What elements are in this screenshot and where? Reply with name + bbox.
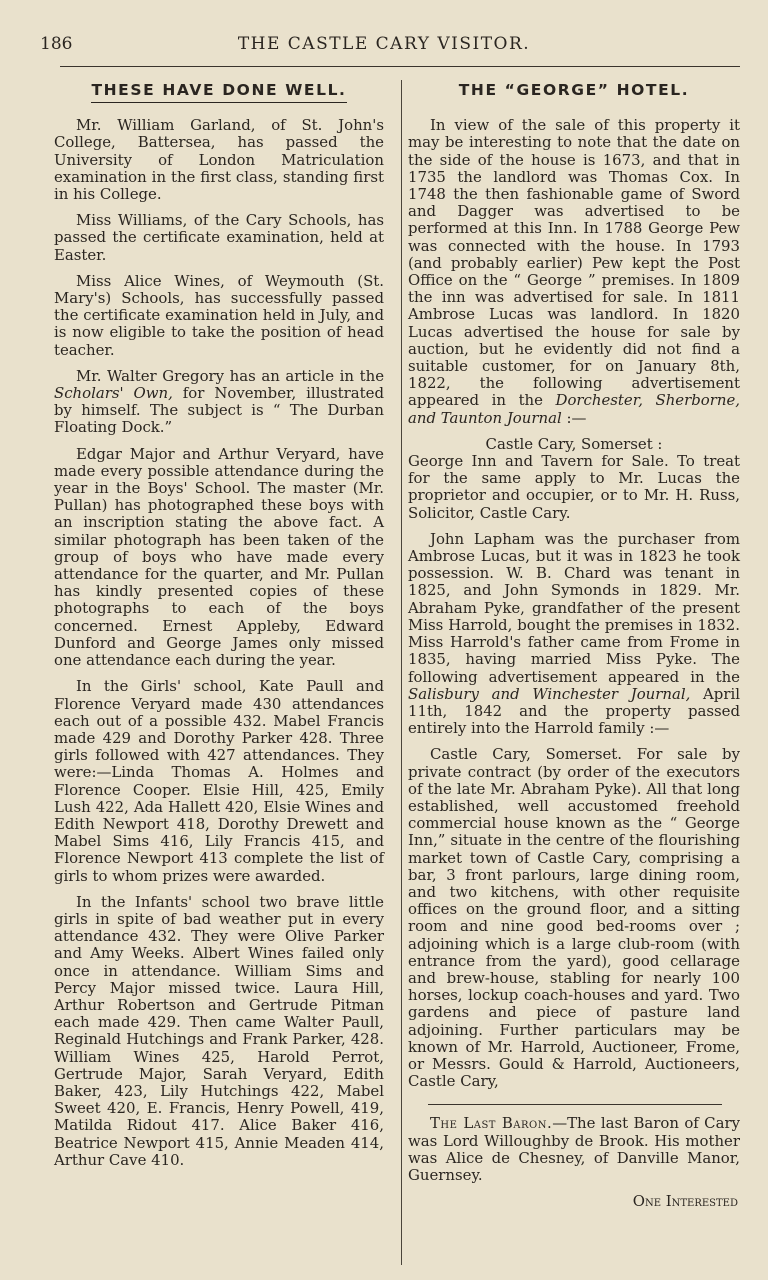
journal-title-2: Salisbury and Winchester Journal, [408,684,691,703]
history-text-a: In view of the sale of this property it may be interesting to note that the date on the side of the house is 1673, and that in 1735 the landlord was Thomas Cox. In 1748 the then fashionable game of Sword and Dagger was advertised to be performed at this Inn. In 1788 George Pew was connected with the house. In 1793 (and probably earlier) Pew kept the Post Office on the “ George ” premises. In 1809 the inn was advertised for sale. In 1811 Ambrose Lucas was landlord. In 1820 Lucas advertised the house for sale by auction, but he evidently did not find a suitable customer, for on January 8th, 1822, the following advertisement appeared in the [408,116,740,410]
signature: One Interested [632,1192,738,1211]
paragraph-garland: Mr. William Garland, of St. John's College, Battersea, has passed the University of London Matriculation examination in the first class, standing first in his College. [54,116,384,204]
section-rule [428,1104,722,1105]
publication-title: Scholars' Own, [54,384,173,403]
header-rule [60,66,740,67]
paragraph-infants-school: In the Infants' school two brave little girls in spite of bad weather put in every attendance 432. They were Olive Parker and Amy Weeks. Albert Wines failed only once in attendance. William Sims and Percy Major missed twice. Laura Hill, Arthur Robertson and Gertrude Pitman each made 429. Then came Walter Paull, Reginald Hutchings and Frank Parker, 428. William Wines 425, Harold Perrot, Gertrude Major, Sarah Veryard, Edith Baker, 423, Lily Hutchings 422, Mabel Sweet 420, E. Francis, Henry Powell, 419, Matilda Ridout 417. Alice Baker 416, Beatrice Newport 415, Annie Meaden 414, Arthur Cave 410. [54,892,384,1169]
left-column [54,78,384,1178]
page-number: 186 [40,34,73,54]
owners-text-b: April 11th, 1842 and the property passed entirely into the Harrold family :— [408,684,740,738]
right-heading [408,82,740,99]
paragraph-gregory [54,368,384,437]
paragraph-girls-school: In the Girls' school, Kate Paull and Florence Veryard made 430 attendances each out of a possible 432. Mabel Francis made 429 and Dorothy Parker 428. Three girls followed with 427 attendances. They were:—Linda Thomas A. Holmes and Florence Cooper. Elsie Hill, 425, Emily Lush 422, Ada Hallett 420, Elsie Wines and Edith Newport 418, Dorothy Drewett and Mabel Sims 416, Lily Francis 415, and Florence Newport 413 complete the list of girls to whom prizes were awarded. [54,677,384,885]
right-column [408,78,740,1210]
journal-title: Dorchester, Sherborne, and Taunton Journal [408,391,740,427]
paragraph-history [408,117,740,427]
running-title: THE CASTLE CARY VISITOR. [237,34,531,54]
last-baron-note [408,1115,740,1184]
advert-1-title: Castle Cary, Somerset : [485,434,663,453]
page-header [0,32,768,58]
paragraph-boys-school: Edgar Major and Arthur Veryard, have made every possible attendance during the year in the Boys' School. The master (Mr. Pullan) has photographed these boys with an inscription stating the above fact. A similar photograph has been taken of the group of boys who have made every attendance for the quarter, and Mr. Pullan has kindly presented copies of these photographs to each of the boys concerned. Ernest Appleby, Edward Dunford and George James only missed one attendance each during the year. [54,444,384,670]
paragraph-williams: Miss Williams, of the Cary Schools, has passed the certificate examination, held at Easter. [54,211,384,264]
gregory-text-b: for November, illustrated by himself. The subject is “ The Durban Floating Dock.” [54,384,384,437]
column-divider [401,80,402,1265]
gregory-text-a: Mr. Walter Gregory has an article in the [76,366,384,385]
note-body: —The last Baron of Cary was Lord Willoughby de Brook. His mother was Alice de Chesney, of Danville Manor, Guernsey. [408,1114,740,1184]
paragraph-owners [408,531,740,737]
left-heading [54,82,384,99]
advert-1-body: George Inn and Tavern for Sale. To treat for the same apply to Mr. Lucas the proprietor and occupier, or to Mr. H. Russ, Solicitor, Castle Cary. [408,452,740,522]
right-heading-text: THE “GEORGE” HOTEL. [458,81,690,99]
paragraph-wines: Miss Alice Wines, of Weymouth (St. Mary's) Schools, has successfully passed the certificate examination held in July, and is now eligible to take the position of head teacher. [54,271,384,359]
history-text-b: :— [561,408,587,427]
advert-2: Castle Cary, Somerset. For sale by private contract (by order of the executors of the late Mr. Abraham Pyke). All that long established, well accustomed freehold commercial house known as the “ George Inn,” situate in the centre of the flourishing market town of Castle Cary, comprising a bar, 3 front parlours, large dining room, and two kitchens, with other requisite offices on the ground floor, and a sitting room and nine good bed-rooms over ; adjoining which is a large club-room (with entrance from the yard), good cellarage and brew-house, stabling for nearly 100 horses, lockup coach-houses and yard. Two gardens and piece of pasture land adjoining. Further particulars may be known of Mr. Harrold, Auctioneer, Frome, or Messrs. Gould & Harrold, Auctioneers, Castle Cary, [408,745,740,1091]
note-title: The Last Baron. [430,1114,553,1133]
owners-text-a: John Lapham was the purchaser from Ambrose Lucas, but it was in 1823 he took possession. W. B. Chard was tenant in 1825, and John Symonds in 1829. Mr. Abraham Pyke, grandfather of the present Miss Harrold, bought the premises in 1832. Miss Harrold's father came from Frome in 1835, having married Miss Pyke. The following advertisement appeared in the [408,529,740,686]
left-heading-text: THESE HAVE DONE WELL. [91,81,346,103]
